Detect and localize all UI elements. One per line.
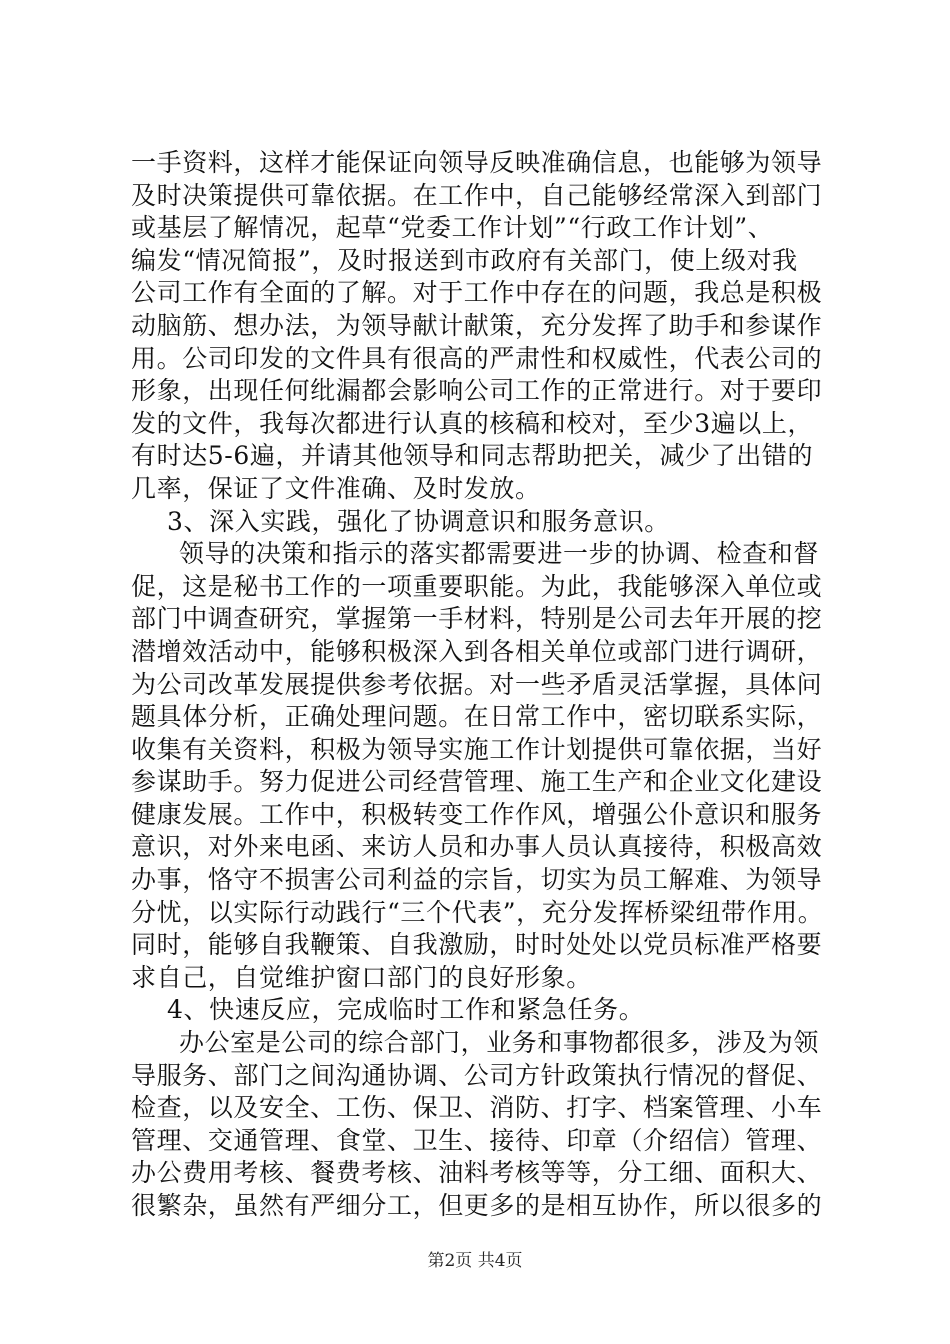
text-line: 领导的决策和指示的落实都需要进一步的协调、检查和督 (179, 539, 820, 569)
text-line: 很繁杂，虽然有严细分工，但更多的是相互协作，所以很多的 (131, 1191, 823, 1220)
text-line: 或基层了解情况，起草“党委工作计划”“行政工作计划”、 (131, 213, 774, 243)
text-line: 用。公司印发的文件具有很高的严肃性和权威性，代表公司的 (131, 343, 823, 373)
text-line: 潜增效活动中，能够积极深入到各相关单位或部门进行调研， (131, 636, 823, 666)
body-text (131, 147, 831, 1223)
text-line: 几率，保证了文件准确、及时发放。 (131, 473, 541, 503)
text-line: 管理、交通管理、食堂、卫生、接待、印章（介绍信）管理、 (131, 1125, 823, 1155)
text-line: 办公费用考核、餐费考核、油料考核等等，分工细、面积大、 (131, 1158, 823, 1188)
section-heading: 3、深入实践，强化了协调意识和服务意识。 (167, 506, 670, 536)
text-line: 检查，以及安全、工伤、保卫、消防、打字、档案管理、小车 (131, 1093, 823, 1123)
text-line: 发的文件，我每次都进行认真的核稿和校对，至少3遍以上， (131, 408, 814, 438)
text-line: 题具体分析，正确处理问题。在日常工作中，密切联系实际， (131, 702, 823, 732)
text-line: 导服务、部门之间沟通协调、公司方针政策执行情况的督促、 (131, 1060, 823, 1090)
text-line: 同时，能够自我鞭策、自我激励，时时处处以党员标准严格要 (131, 930, 823, 960)
text-line: 动脑筋、想办法，为领导献计献策，充分发挥了助手和参谋作 (131, 310, 823, 340)
section-heading: 4、快速反应，完成临时工作和紧急任务。 (167, 995, 645, 1025)
text-line: 求自己，自觉维护窗口部门的良好形象。 (131, 962, 592, 992)
text-line: 办事，恪守不损害公司利益的宗旨，切实为员工解难、为领导 (131, 865, 823, 895)
text-line: 意识，对外来电函、来访人员和办事人员认真接待，积极高效 (131, 832, 823, 862)
text-line: 一手资料，这样才能保证向领导反映准确信息，也能够为领导 (131, 148, 823, 177)
text-line: 办公室是公司的综合部门，业务和事物都很多，涉及为领 (179, 1028, 820, 1058)
text-line: 参谋助手。努力促进公司经营管理、施工生产和企业文化建设 (131, 767, 823, 797)
text-line: 分忧，以实际行动践行“三个代表”，充分发挥桥梁纽带作用。 (131, 897, 824, 927)
text-line: 及时决策提供可靠依据。在工作中，自己能够经常深入到部门 (131, 180, 823, 210)
text-line: 为公司改革发展提供参考依据。对一些矛盾灵活掌握，具体问 (131, 669, 823, 699)
text-line: 部门中调查研究，掌握第一手材料，特别是公司去年开展的挖 (131, 604, 823, 634)
text-line: 收集有关资料，积极为领导实施工作计划提供可靠依据，当好 (131, 734, 823, 764)
text-line: 公司工作有全面的了解。对于工作中存在的问题，我总是积极 (131, 278, 823, 308)
text-line: 健康发展。工作中，积极转变工作作风，增强公仆意识和服务 (131, 799, 823, 829)
page-footer: 第2页 共4页 (427, 1251, 523, 1271)
text-line: 编发“情况简报”，及时报送到市政府有关部门，使上级对我 (131, 245, 798, 275)
text-line: 有时达5-6遍，并请其他领导和同志帮助把关，减少了出错的 (131, 441, 814, 471)
text-line: 形象，出现任何纰漏都会影响公司工作的正常进行。对于要印 (131, 376, 823, 406)
text-line: 促，这是秘书工作的一项重要职能。为此，我能够深入单位或 (131, 571, 823, 601)
